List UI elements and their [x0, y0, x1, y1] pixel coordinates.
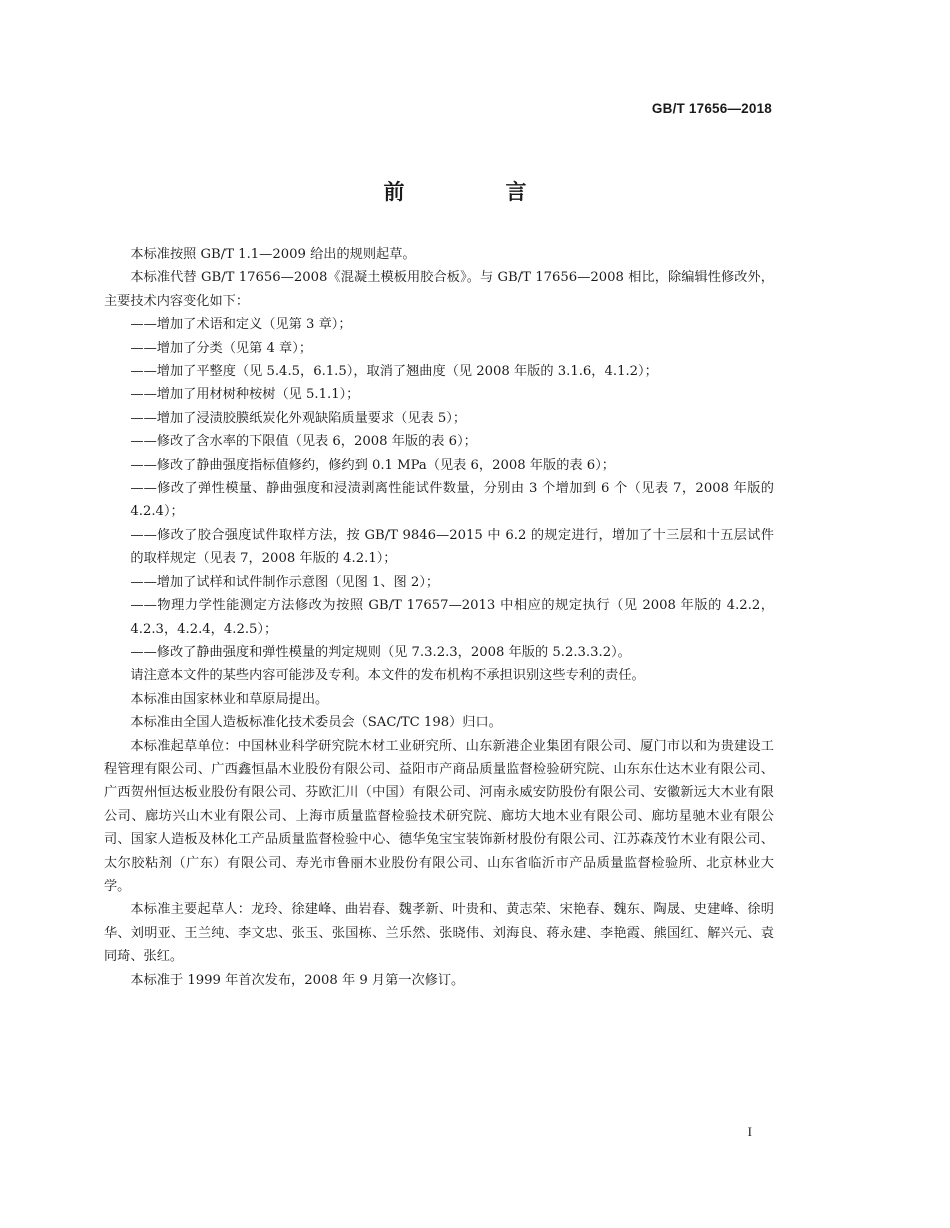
dash-marker: —— — [130, 574, 157, 590]
change-text: 增加了平整度（见 5.4.5，6.1.5），取消了翘曲度（见 2008 年版的 3.1.6，4.1.2）； — [156, 364, 658, 380]
change-text: 物理力学性能测定方法修改为按照 GB/T 17657—2013 中相应的规定执行（见 2008 年版的 4.2.2，4.2.3，4.2.4，4.2.5）； — [130, 598, 774, 637]
dash-marker: —— — [130, 527, 157, 543]
dash-marker: —— — [130, 644, 157, 660]
foreword-body — [104, 243, 774, 992]
patent-notice: 请注意本文件的某些内容可能涉及专利。本文件的发布机构不承担识别这些专利的责任。 — [130, 668, 645, 684]
proposer-statement: 本标准由国家林业和草原局提出。 — [130, 691, 329, 707]
dash-marker: —— — [130, 598, 157, 614]
change-text: 增加了用材树种桉树（见 5.1.1）； — [156, 387, 360, 403]
dash-marker: —— — [130, 387, 157, 403]
page-title: 前 言 — [383, 180, 567, 204]
committee-statement: 本标准由全国人造板标准化技术委员会（SAC/TC 198）归口。 — [130, 715, 502, 731]
change-item — [104, 383, 774, 406]
drafters: 本标准主要起草人：龙玲、徐建峰、曲岩春、魏孝新、叶贵和、黄志荣、宋艳春、魏东、陶晟、史建峰、徐明华、刘明亚、王兰纯、李文忠、张玉、张国栋、兰乐然、张晓伟、刘海良、蒋永建、李艳霞、熊国红、解兴元、袁同琦、张红。 — [104, 902, 774, 965]
change-item — [104, 641, 774, 664]
change-item — [104, 407, 774, 430]
change-text: 修改了静曲强度指标值修约，修约到 0.1 MPa（见表 6，2008 年版的表 6）； — [156, 457, 615, 473]
change-text: 增加了术语和定义（见第 3 章）； — [156, 317, 352, 333]
change-text: 修改了含水率的下限值（见表 6，2008 年版的表 6）； — [156, 434, 477, 450]
paragraph: 本标准按照 GB/T 1.1—2009 给出的规则起草。 — [130, 247, 416, 262]
change-item — [104, 430, 774, 453]
dash-marker: —— — [130, 410, 157, 426]
change-item — [104, 360, 774, 383]
change-text: 修改了弹性模量、静曲强度和浸渍剥离性能试件数量，分别由 3 个增加到 6 个（见表 7，2008 年版的 4.2.4）； — [130, 481, 774, 520]
page-number: I — [747, 1124, 752, 1139]
standard-code: GB/T 17656—2018 — [651, 101, 772, 116]
dash-marker: —— — [130, 340, 157, 356]
drafting-units: 本标准起草单位：中国林业科学研究院木材工业研究所、山东新港企业集团有限公司、厦门市以和为贵建设工程管理有限公司、广西鑫恒晶木业股份有限公司、益阳市产商品质量监督检验研究院、山东东仕达木业有限公司、广西贺州恒达板业股份有限公司、芬欧汇川（中国）有限公司、河南永威安防股份有限公司、安徽新远大木业有限公司、廊坊兴山木业有限公司、上海市质量监督检验技术研究院、廊坊大地木业有限公司、廊坊星驰木业有限公司、国家人造板及林化工产品质量监督检验中心、德华兔宝宝装饰新材股份有限公司、江苏森茂竹木业有限公司、太尔胶粘剂（广东）有限公司、寿光市鲁丽木业股份有限公司、山东省临沂市产品质量监督检验所、北京林业大学。 — [104, 738, 774, 894]
change-item — [104, 477, 774, 524]
dash-marker: —— — [130, 434, 157, 450]
change-item — [104, 524, 774, 571]
dash-marker: —— — [130, 481, 157, 497]
change-item — [104, 571, 774, 594]
change-item — [104, 337, 774, 360]
change-text: 增加了分类（见第 4 章）； — [156, 340, 313, 356]
change-text: 增加了浸渍胶膜纸炭化外观缺陷质量要求（见表 5）； — [156, 410, 467, 426]
publication-history: 本标准于 1999 年首次发布，2008 年 9 月第一次修订。 — [130, 972, 465, 988]
change-text: 增加了试样和试件制作示意图（见图 1、图 2）； — [156, 574, 440, 590]
paragraph: 本标准代替 GB/T 17656—2008《混凝土模板用胶合板》。与 GB/T 17656—2008 相比，除编辑性修改外，主要技术内容变化如下： — [104, 270, 774, 309]
change-item — [104, 594, 774, 641]
change-list — [104, 313, 774, 664]
dash-marker: —— — [130, 364, 157, 380]
change-item — [104, 313, 774, 336]
change-item — [104, 454, 774, 477]
change-text: 修改了静曲强度和弹性模量的判定规则（见 7.3.2.3，2008 年版的 5.2.3.3.2）。 — [156, 644, 631, 660]
dash-marker: —— — [130, 457, 157, 473]
dash-marker: —— — [130, 317, 157, 333]
change-text: 修改了胶合强度试件取样方法，按 GB/T 9846—2015 中 6.2 的规定进行，增加了十三层和十五层试件的取样规定（见表 7，2008 年版的 4.2.1）； — [130, 527, 774, 567]
